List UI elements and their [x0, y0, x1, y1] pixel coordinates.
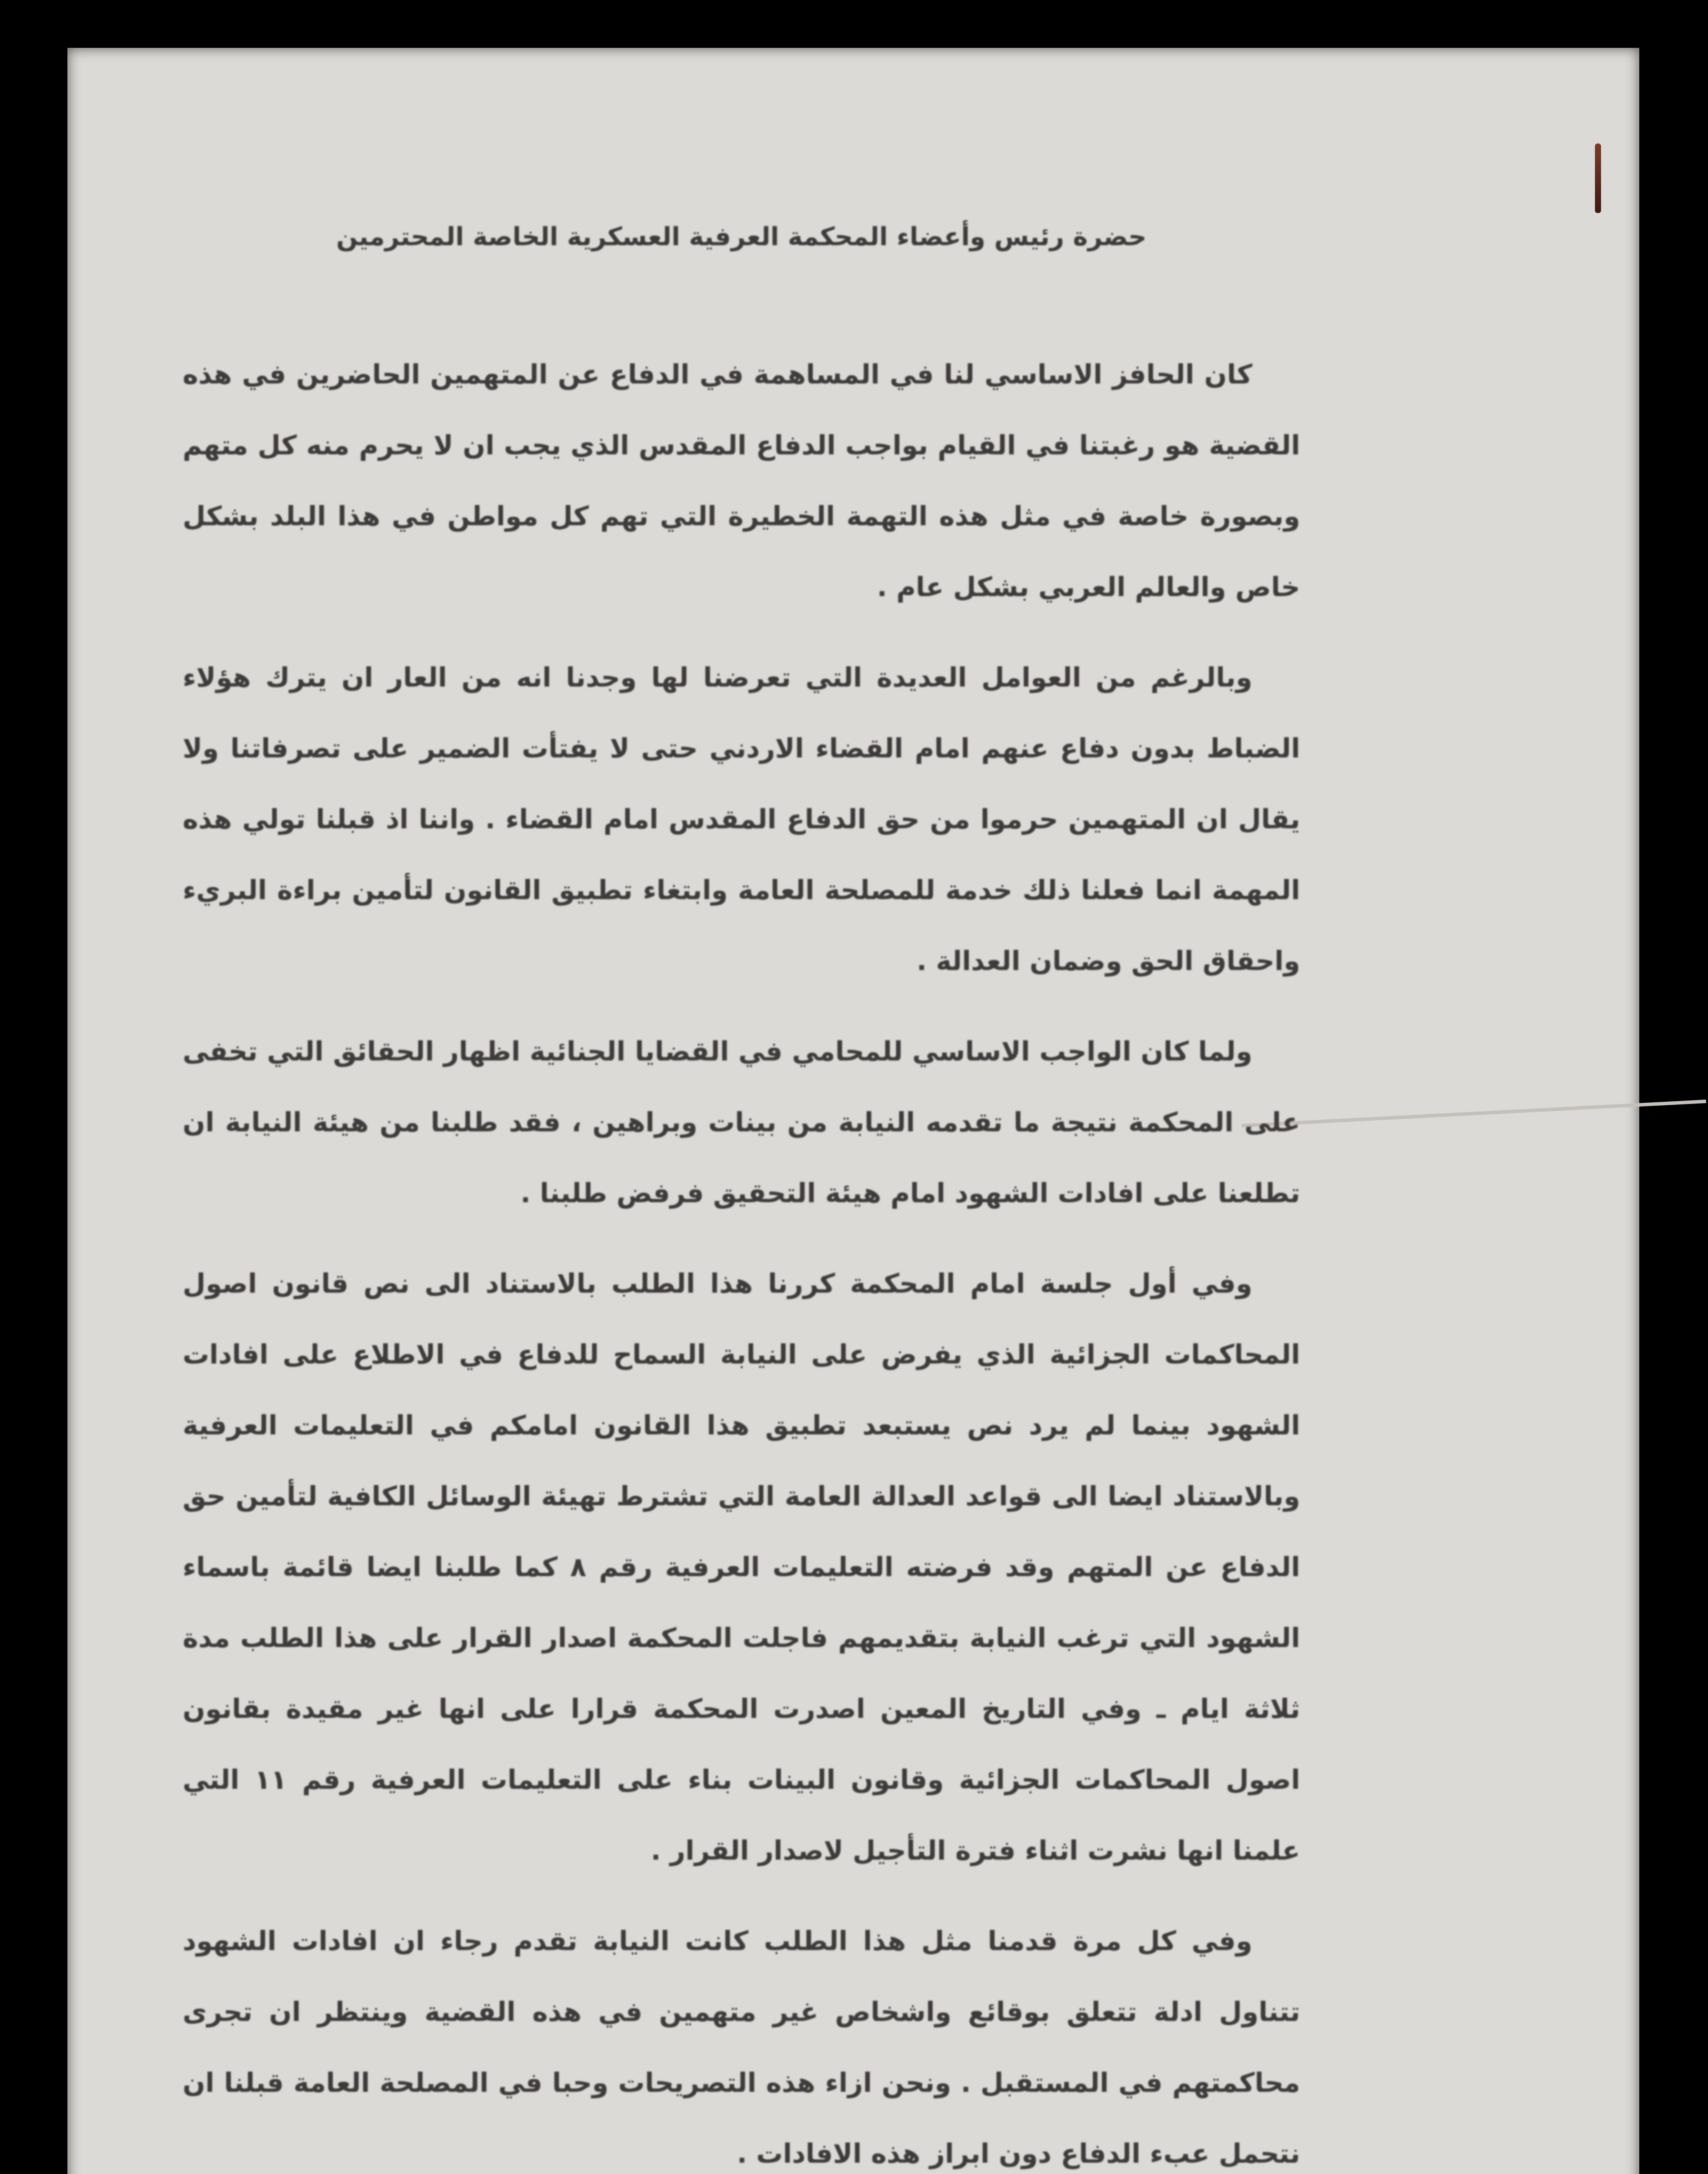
paragraph-5: وفي كل مرة قدمنا مثل هذا الطلب كانت النيابة تقدم رجاء ان افادات الشهود تتناول ادلة تتعلق بوقائع واشخاص غير متهمين في هذه القضية وينتظر ان تجرى محاكمتهم في المستقبل . ونحن ازاء هذه التصريحات وحبا في المصلحة العامة قبلنا ان نتحمل عبء الدفاع دون ابراز هذه الافادات .: [183, 1925, 1300, 2169]
rust-mark: [1595, 143, 1601, 213]
document-title: حضرة رئيس وأعضاء المحكمة العرفية العسكرية الخاصة المحترمين: [336, 222, 1147, 251]
paper-sheet: [67, 48, 1639, 2174]
paragraph-3: ولما كان الواجب الاساسي للمحامي في القضايا الجنائية اظهار الحقائق التي تخفى على المحكمة نتيجة ما تقدمه النيابة من بينات وبراهين ، فقد طلبنا من هيئة النيابة ان تطلعنا على افادات الشهود امام هيئة التحقيق فرفض طلبنا .: [183, 1036, 1300, 1209]
paper-crease: [1241, 1100, 1706, 1127]
document-body: [183, 222, 1300, 2174]
paragraph-4: وفي أول جلسة امام المحكمة كررنا هذا الطلب بالاستناد الى نص قانون اصول المحاكمات الجزائية الذي يفرض على النيابة السماح للدفاع في الاطلاع على افادات الشهود بينما لم يرد نص يستبعد تطبيق هذا القانون امامكم في التعليمات العرفية وبالاستناد ايضا الى قواعد العدالة العامة التي تشترط تهيئة الوسائل الكافية لتأمين حق الدفاع عن المتهم وقد فرضته التعليمات العرفية رقم ٨ كما طلبنا ايضا قائمة باسماء الشهود التي ترغب النيابة بتقديمهم فاجلت المحكمة اصدار القرار على هذا الطلب مدة ثلاثة ايام ـ وفي التاريخ المعين اصدرت المحكمة قرارا على انها غير مقيدة بقانون اصول المحاكمات الجزائية وقانون البينات بناء على التعليمات العرفية رقم ١١ التي علمنا انها نشرت اثناء فترة التأجيل لاصدار القرار .: [183, 1268, 1300, 1866]
paragraph-1: كان الحافز الاساسي لنا في المساهمة في الدفاع عن المتهمين الحاضرين في هذه القضية هو رغبتنا في القيام بواجب الدفاع المقدس الذي يجب ان لا يحرم منه كل متهم وبصورة خاصة في مثل هذه التهمة الخطيرة التي تهم كل مواطن في هذا البلد بشكل خاص والعالم العربي بشكل عام .: [183, 359, 1300, 603]
paragraph-2: وبالرغم من العوامل العديدة التي تعرضنا لها وجدنا انه من العار ان يترك هؤلاء الضباط بدون دفاع عنهم امام القضاء الاردني حتى لا يفتأت الضمير على تصرفاتنا ولا يقال ان المتهمين حرموا من حق الدفاع المقدس امام القضاء . واننا اذ قبلنا تولي هذه المهمة انما فعلنا ذلك خدمة للمصلحة العامة وابتغاء تطبيق القانون لتأمين براءة البريء واحقاق الحق وضمان العدالة .: [183, 662, 1300, 977]
